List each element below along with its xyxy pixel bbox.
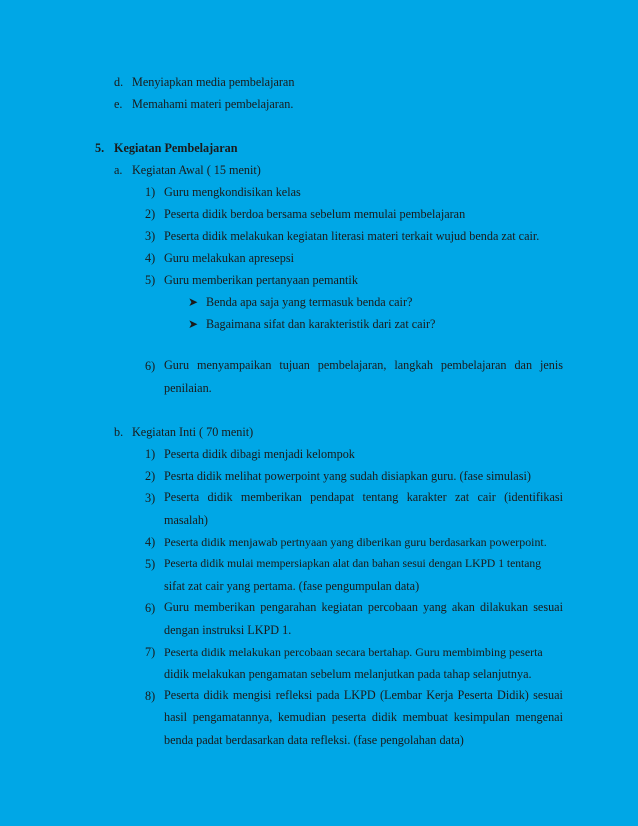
word: Peserta <box>457 688 493 702</box>
word: yang <box>423 600 447 614</box>
item-text: didik melakukan pengamatan sebelum melanjutkan pada tahap selanjutnya. <box>164 667 532 681</box>
item-text: dengan instruksi LKPD 1. <box>164 623 292 637</box>
word: pembelajaran, <box>317 358 387 372</box>
item-text: sifat zat cair yang pertama. (fase pengumpulan data) <box>164 579 420 593</box>
word: LKPD <box>343 688 376 702</box>
justified-line <box>164 490 563 505</box>
item-text: masalah) <box>164 513 208 527</box>
word: membuat <box>402 710 448 724</box>
subsection-title: Kegiatan Awal ( 15 menit) <box>132 163 261 177</box>
item-number: 1) <box>145 447 156 461</box>
item-text: Peserta didik menjawab pertnyaan yang diberikan guru berdasarkan powerpoint. <box>164 535 547 549</box>
item-text: penilaian. <box>164 381 212 395</box>
prep-item-text: Menyiapkan media pembelajaran <box>132 75 295 89</box>
item-text: Peserta didik mulai mempersiapkan alat dan bahan sesui dengan LKPD 1 tentang <box>164 557 542 570</box>
word: langkah <box>394 358 433 372</box>
question-text: Bagaimana sifat dan karakteristik dari zat cair? <box>206 317 436 331</box>
prep-item-label: e. <box>114 97 123 111</box>
prep-item-label: d. <box>114 75 124 89</box>
word: percobaan <box>367 600 418 614</box>
item-text: Guru memberikan pertanyaan pemantik <box>164 273 358 287</box>
word: mengenai <box>515 710 563 724</box>
word: kemudian <box>277 710 326 724</box>
subsection-label: b. <box>114 425 124 439</box>
item-number: 4) <box>145 251 156 265</box>
word: didik <box>371 710 397 724</box>
word: kegiatan <box>321 600 363 614</box>
item-text: Guru mengkondisikan kelas <box>164 185 301 199</box>
item-text: Peserta didik melakukan kegiatan literasi materi terkait wujud benda zat cair. <box>164 229 540 243</box>
item-number: 5) <box>145 273 156 287</box>
word: pengamatannya, <box>192 710 273 724</box>
word: Peserta <box>164 490 200 504</box>
word: (identifikasi <box>504 490 563 504</box>
item-number: 2) <box>145 207 156 221</box>
prep-item-text: Memahami materi pembelajaran. <box>132 97 294 111</box>
item-text: benda padat berdasarkan data refleksi. (fase pengolahan data) <box>164 733 464 747</box>
word: kesimpulan <box>453 710 510 724</box>
word: sesuai <box>533 688 563 702</box>
arrow-bullet-icon: ➤ <box>188 295 199 309</box>
item-number: 2) <box>145 469 156 483</box>
word: (Lembar <box>379 688 422 702</box>
word: pengarahan <box>260 600 317 614</box>
word: Didik) <box>497 688 529 702</box>
item-text: Guru melakukan apresepsi <box>164 251 294 265</box>
word: pembelajaran <box>440 358 507 372</box>
item-text: Peserta didik dibagi menjadi kelompok <box>164 447 355 461</box>
word: akan <box>451 600 475 614</box>
word: Guru <box>164 358 190 372</box>
word: menyampaikan <box>196 358 272 372</box>
justified-line <box>164 688 563 703</box>
word: refleksi <box>275 688 313 702</box>
word: pendapat <box>310 490 355 504</box>
word: Kerja <box>426 688 454 702</box>
justified-line <box>164 710 563 725</box>
word: peserta <box>331 710 367 724</box>
item-text: Pesrta didik melihat powerpoint yang sudah disiapkan guru. (fase simulasi) <box>164 469 531 483</box>
item-number: 7) <box>145 645 156 659</box>
item-text: Peserta didik melakukan percobaan secara bertahap. Guru membimbing peserta <box>164 645 543 659</box>
item-number: 3) <box>145 491 156 505</box>
arrow-bullet-icon: ➤ <box>188 317 199 331</box>
word: cair <box>477 490 496 504</box>
justified-line <box>164 358 563 373</box>
word: Guru <box>164 600 190 614</box>
word: karakter <box>406 490 447 504</box>
item-text: Peserta didik berdoa bersama sebelum memulai pembelajaran <box>164 207 466 221</box>
item-number: 6) <box>145 359 156 373</box>
justified-line <box>164 600 563 615</box>
word: memberikan <box>240 490 302 504</box>
word: hasil <box>164 710 188 724</box>
section-title: Kegiatan Pembelajaran <box>114 141 238 155</box>
word: pada <box>316 688 340 702</box>
item-number: 6) <box>145 601 156 615</box>
word: mengisi <box>232 688 272 702</box>
subsection-title: Kegiatan Inti ( 70 menit) <box>132 425 254 439</box>
section-number: 5. <box>95 141 105 155</box>
item-number: 5) <box>145 557 156 571</box>
word: didik <box>207 490 233 504</box>
item-number: 1) <box>145 185 156 199</box>
item-number: 3) <box>145 229 156 243</box>
item-number: 8) <box>145 689 156 703</box>
word: sesuai <box>533 600 563 614</box>
item-number: 4) <box>145 535 156 549</box>
subsection-label: a. <box>114 163 123 177</box>
word: memberikan <box>194 600 256 614</box>
word: dilakukan <box>480 600 529 614</box>
word: dan <box>514 358 533 372</box>
word: tujuan <box>279 358 310 372</box>
word: jenis <box>539 358 563 372</box>
word: Peserta <box>164 688 200 702</box>
word: tentang <box>362 490 399 504</box>
question-text: Benda apa saja yang termasuk benda cair? <box>206 295 413 309</box>
word: zat <box>454 490 470 504</box>
word: didik <box>203 688 229 702</box>
